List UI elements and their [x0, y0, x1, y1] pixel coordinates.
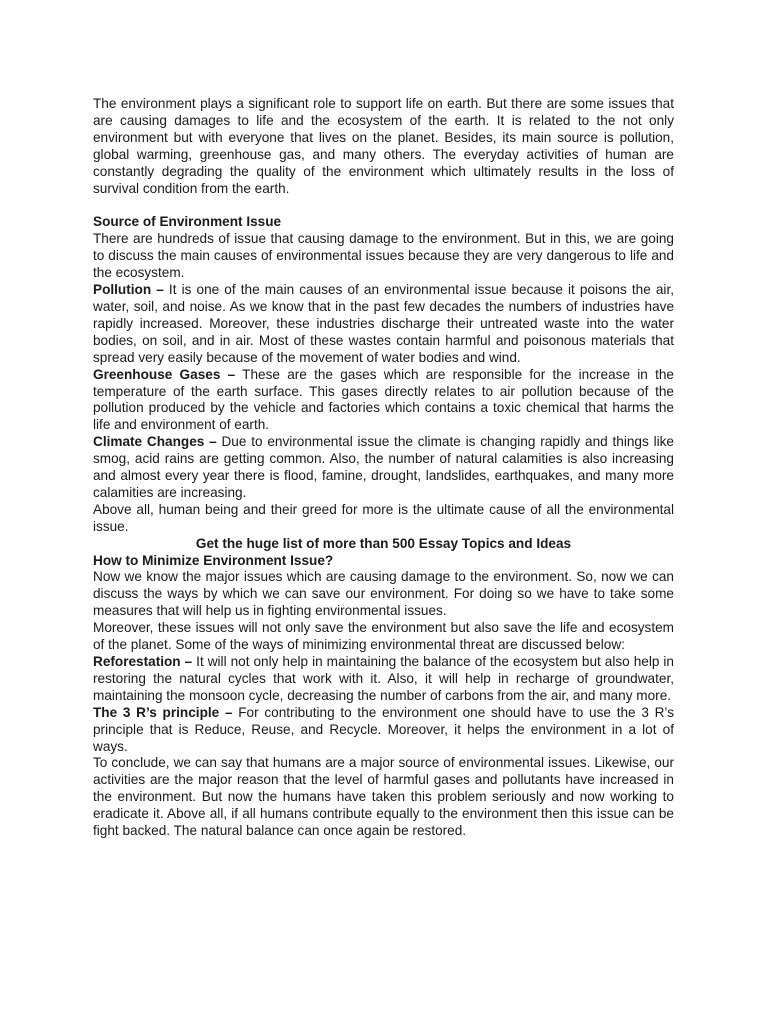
sources-intro-paragraph: There are hundreds of issue that causing damage to the environment. But in this, we are going to discuss the main causes of environmental issues because they are very dangerous to life and the ecosystem. — [93, 231, 674, 281]
conclusion-paragraph: To conclude, we can say that humans are a major source of environmental issues. Likewise, our activities are the major reason that the level of harmful gases and pollutants have increased in the environment. But now the humans have taken this problem seriously and now working to eradicate it. Above all, if all humans contribute equally to the environment then this issue can be fight backed. The natural balance can once again be restored. — [93, 755, 674, 839]
reforestation-text: It will not only help in maintaining the balance of the ecosystem but also help in restoring the natural cycles that work with it. Also, it will help in recharge of groundwater, maintaining the monsoon cycle, decreasing the number of carbons from the air, and many more. — [93, 654, 674, 703]
pollution-text: It is one of the main causes of an environmental issue because it poisons the air, water, soil, and noise. As we know that in the past few decades the numbers of industries have rapidly increased. Moreover, these industries discharge their untreated waste into the water bodies, on soil, and in air. Most of these wastes contain harmful and poisonous materials that spread very easily because of the movement of water bodies and wind. — [93, 282, 674, 365]
section-heading-sources: Source of Environment Issue — [93, 214, 282, 230]
three-rs-term: The 3 R’s principle – — [93, 704, 233, 720]
three-rs-paragraph — [93, 705, 674, 756]
minimize-paragraph-2: Moreover, these issues will not only save the environment but also save the life and ecosystem of the planet. Some of the ways of minimizing environmental threat are discussed below: — [93, 620, 674, 653]
greenhouse-term: Greenhouse Gases – — [93, 366, 236, 382]
section-heading-minimize: How to Minimize Environment Issue? — [93, 552, 334, 568]
causes-closing-paragraph: Above all, human being and their greed for more is the ultimate cause of all the environmental issue. — [93, 501, 674, 534]
climate-paragraph — [93, 434, 674, 502]
climate-text: Due to environmental issue the climate is changing rapidly and things like smog, acid rains are getting common. Also, the number of natural calamities is also increasing and almost every year there is flood, famine, drought, landslides, earthquakes, and many more calamities are increasing. — [93, 434, 674, 500]
paragraph-gap — [93, 197, 674, 214]
minimize-paragraph-1: Now we know the major issues which are causing damage to the environment. So, now we can discuss the ways by which we can save our environment. For doing so we have to take some measures that will help us in fighting environmental issues. — [93, 569, 674, 619]
document-page — [93, 96, 674, 840]
greenhouse-paragraph — [93, 367, 674, 435]
pollution-term: Pollution – — [93, 282, 164, 298]
intro-paragraph: The environment plays a significant role to support life on earth. But there are some issues that are causing damages to life and the ecosystem of the earth. It is related to the not only environment but with everyone that lives on the planet. Besides, its main source is pollution, global warming, greenhouse gas, and many others. The everyday activities of human are constantly degrading the quality of the environment which ultimately results in the loss of survival condition from the earth. — [93, 96, 674, 196]
reforestation-paragraph — [93, 654, 674, 705]
essay-topics-link[interactable]: Get the huge list of more than 500 Essay Topics and Ideas — [195, 535, 572, 551]
three-rs-text: For contributing to the environment one should have to use the 3 R’s principle that is Reduce, Reuse, and Recycle. Moreover, it helps the environment in a lot of ways. — [93, 704, 675, 754]
reforestation-term: Reforestation – — [93, 654, 193, 669]
pollution-paragraph — [93, 282, 674, 367]
climate-term: Climate Changes – — [93, 434, 217, 450]
greenhouse-text: These are the gases which are responsible for the increase in the temperature of the earth surface. This gases directly relates to air pollution because of the pollution produced by the vehicle and factories which contains a toxic chemical that harms the life and environment of earth. — [93, 366, 674, 433]
